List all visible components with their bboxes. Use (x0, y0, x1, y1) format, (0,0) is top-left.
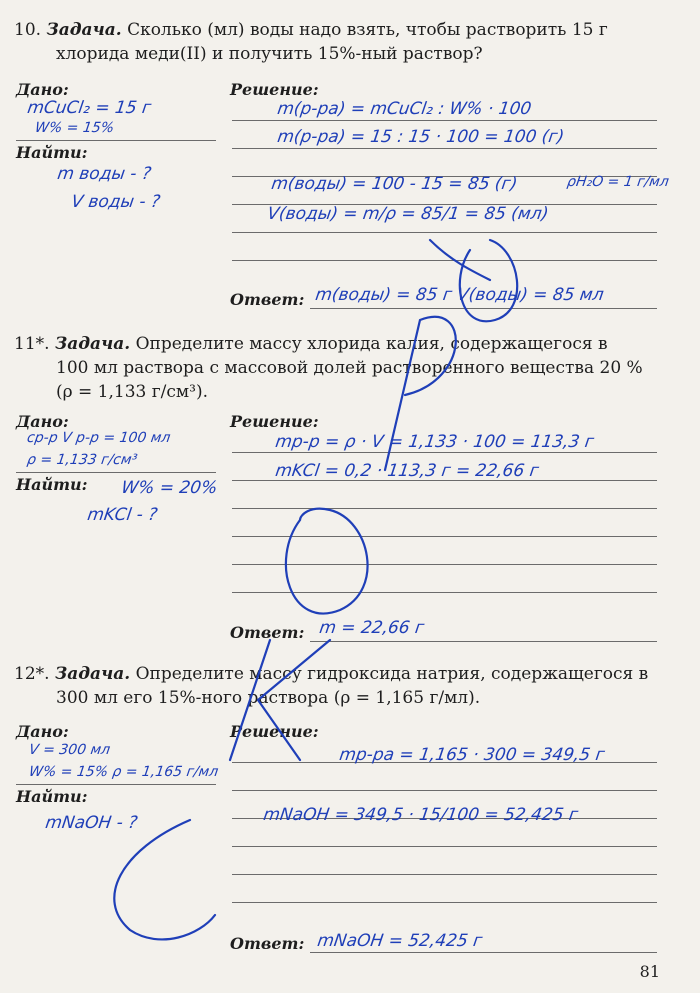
solution-line (232, 508, 657, 509)
task-10-statement (14, 18, 664, 66)
solution-line (232, 790, 657, 791)
answer-label: Ответ: (230, 290, 305, 309)
handwritten-find: m воды - ? (56, 164, 153, 184)
solution-line (232, 564, 657, 565)
solution-label: Решение: (230, 80, 319, 99)
answer-line (310, 952, 657, 953)
solution-line (232, 902, 657, 903)
handwritten-given: mCuCl₂ = 15 г (26, 98, 153, 118)
handwritten-solution: m(р-ра) = 15 : 15 · 100 = 100 (г) (276, 127, 566, 147)
task-keyword: Задача. (54, 334, 131, 354)
given-label: Дано: (16, 412, 69, 431)
answer-line (310, 308, 657, 309)
handwritten-solution: V(воды) = m/ρ = 85/1 = 85 (мл) (266, 204, 550, 224)
handwritten-given: W% = 15% ρ = 1,165 г/мл (28, 764, 220, 780)
task-text-line2: хлорида меди(II) и получить 15%-ный раствор? (56, 44, 483, 64)
solution-label: Решение: (230, 722, 319, 741)
find-label: Найти: (16, 143, 88, 162)
handwritten-answer: m(воды) = 85 г V(воды) = 85 мл (314, 285, 605, 305)
page-number: 81 (639, 962, 660, 981)
task-text-line3: (ρ = 1,133 г/см³). (56, 382, 208, 402)
task-text-line1: Сколько (мл) воды надо взять, чтобы растворить 15 г (127, 20, 608, 40)
handwritten-answer: m = 22,66 г (318, 618, 426, 638)
given-label: Дано: (16, 80, 69, 99)
answer-label: Ответ: (230, 623, 305, 642)
handwritten-solution: m(воды) = 100 - 15 = 85 (г) (270, 174, 519, 194)
solution-line (232, 874, 657, 875)
given-find-divider (16, 140, 216, 141)
solution-line (232, 452, 657, 453)
task-text-line2: 300 мл его 15%-ного раствора (ρ = 1,165 г/мл). (56, 688, 481, 708)
task-number: 12*. (14, 664, 50, 684)
handwritten-given: V = 300 мл (28, 742, 112, 758)
handwritten-given: ρ = 1,133 г/см³ (26, 452, 139, 468)
find-label: Найти: (16, 787, 88, 806)
task-12-statement (14, 662, 664, 710)
answer-line (310, 641, 657, 642)
solution-line (232, 232, 657, 233)
task-keyword: Задача. (54, 664, 131, 684)
given-find-divider (16, 472, 216, 473)
handwritten-find: mNaOH - ? (44, 813, 139, 833)
handwritten-answer: mNaOH = 52,425 г (316, 931, 484, 951)
task-11-statement (14, 332, 664, 404)
solution-line (232, 846, 657, 847)
task-text-line1: Определите массу хлорида калия, содержащегося в (135, 334, 608, 354)
task-text-line2: 100 мл раствора с массовой долей растворенного вещества 20 % (56, 358, 643, 378)
handwritten-solution: mNaOH = 349,5 · 15/100 = 52,425 г (262, 805, 580, 825)
task-number: 11*. (14, 334, 50, 354)
find-label: Найти: (16, 475, 88, 494)
task-keyword: Задача. (46, 20, 122, 40)
solution-label: Решение: (230, 412, 319, 431)
solution-line (232, 260, 657, 261)
handwritten-solution: mр-р = ρ · V = 1,133 · 100 = 113,3 г (274, 432, 596, 452)
handwritten-find: V воды - ? (70, 192, 162, 212)
task-number: 10. (14, 20, 42, 40)
solution-line (232, 120, 657, 121)
handwritten-find: mKCl - ? (86, 505, 159, 525)
handwritten-solution: ρH₂O = 1 г/мл (566, 174, 670, 190)
handwritten-solution: mр-ра = 1,165 · 300 = 349,5 г (338, 745, 606, 765)
handwritten-solution: m(р-ра) = mCuCl₂ : W% · 100 (276, 99, 533, 119)
task-text-line1: Определите массу гидроксида натрия, содержащегося в (135, 664, 649, 684)
handwritten-given: W% = 15% (34, 120, 116, 136)
solution-line (232, 592, 657, 593)
handwritten-solution: mKCl = 0,2 · 113,3 г = 22,66 г (274, 461, 541, 481)
answer-label: Ответ: (230, 934, 305, 953)
solution-line (232, 148, 657, 149)
given-label: Дано: (16, 722, 69, 741)
solution-line (232, 536, 657, 537)
handwritten-find: W% = 20% (120, 478, 219, 498)
handwritten-given: ср-р V р-р = 100 мл (26, 430, 172, 446)
given-find-divider (16, 784, 216, 785)
